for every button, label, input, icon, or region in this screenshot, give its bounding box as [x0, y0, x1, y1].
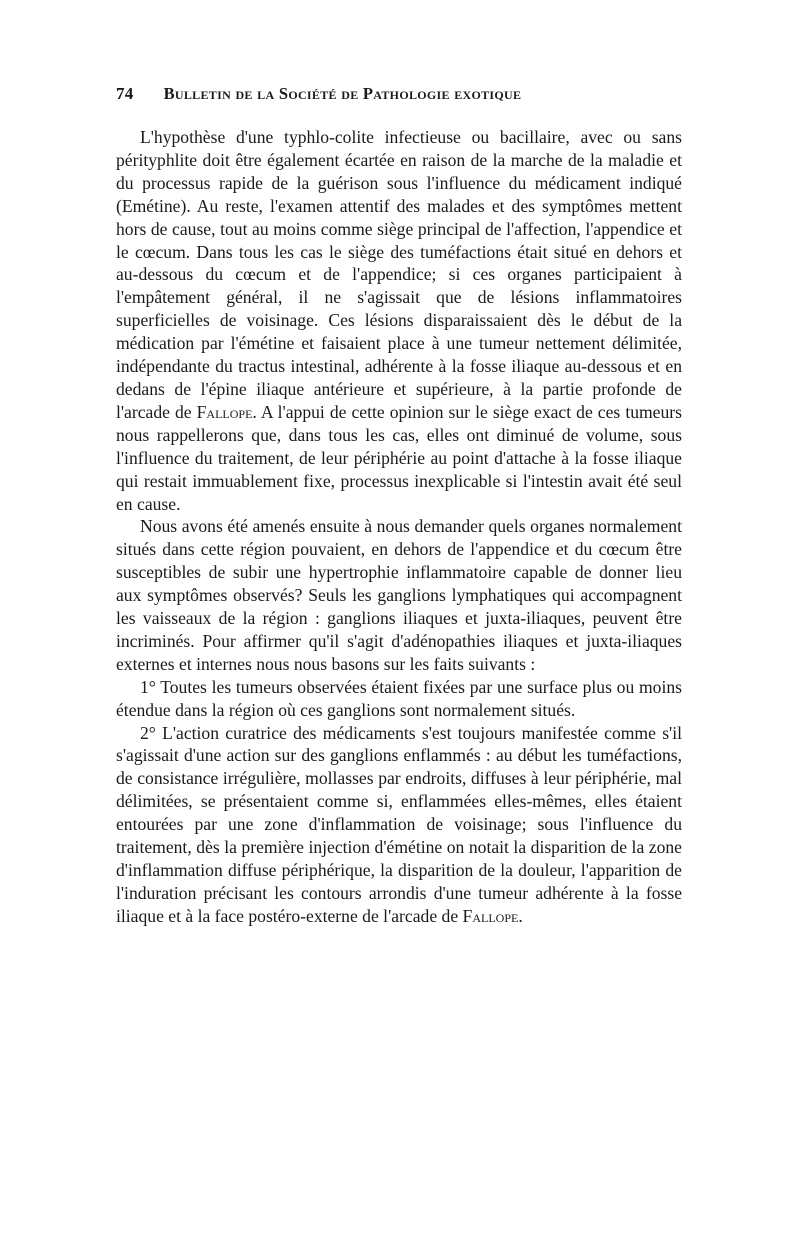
paragraph-4: 2° L'action curatrice des médicaments s'est toujours manifestée comme s'il s'agissait d'une action sur des ganglions enflammés : au début les tuméfactions, de consistance irrégulière, mollasses par endroits, diffuses à leur périphérie, mal délimitées, se présentaient comme si, enflammées elles-mêmes, elles étaient entourées par une zone d'inflammation de voisinage; sous l'influence du traitement, dès la première injection d'émétine on notait la disparition de la zone d'inflammation diffuse périphérique, la disparition de la douleur, l'apparition de l'induration précisant les contours arrondis d'une tumeur adhérente à la fosse iliaque et à la face postéro-externe de l'arcade de Fallope. [116, 722, 682, 926]
author-name: Fallope [196, 401, 253, 422]
author-name: Fallope [462, 905, 519, 926]
paragraph-1: L'hypothèse d'une typhlo-colite infectieuse ou bacillaire, avec ou sans pérityphlite doit être également écartée en raison de la marche de la maladie et du processus rapide de la guérison sous l'influence du médicament indiqué (Emétine). Au reste, l'examen attentif des malades et des symptômes mettent hors de cause, tout au moins comme siège principal de l'affection, l'appendice et le cœcum. Dans tous les cas le siège des tuméfactions était situé en dehors et au-dessous du cœcum et de l'appendice; si ces organes participaient à l'empâtement général, il ne s'agissait que de lésions inflammatoires superficielles de voisinage. Ces lésions disparaissaient dès le début de la médication par l'émétine et faisaient place à une tumeur nettement délimitée, indépendante du tractus intestinal, adhérente à la fosse iliaque au-dessous et en dedans de l'épine iliaque antérieure et supérieure, à la partie profonde de l'arcade de Fallope. A l'appui de cette opinion sur le siège exact de ces tumeurs nous rappellerons que, dans tous les cas, elles ont diminué de volume, sous l'influence du traitement, de leur périphérie au point d'attache à la fosse iliaque qui restait immuablement fixe, processus inexplicable si l'intestin avait été seul en cause. [116, 127, 682, 514]
running-header [116, 84, 682, 112]
article-body [116, 126, 682, 928]
page-number: 74 [116, 84, 134, 103]
journal-title: Bulletin de la Société de Pathologie exotique [163, 84, 522, 103]
paragraph-2: Nous avons été amenés ensuite à nous demander quels organes normalement situés dans cette région pouvaient, en dehors de l'appendice et du cœcum être susceptibles de subir une hypertrophie inflammatoire capable de donner lieu aux symptômes observés? Seuls les ganglions lymphatiques qui accompagnent les vaisseaux de la région : ganglions iliaques et juxta-iliaques, peuvent être incriminés. Pour affirmer qu'il s'agit d'adénopathies iliaques et juxta-iliaques externes et internes nous nous basons sur les faits suivants : [116, 516, 682, 674]
paragraph-3: 1° Toutes les tumeurs observées étaient fixées par une surface plus ou moins étendue dans la région où ces ganglions sont normalement situés. [116, 676, 682, 720]
journal-page [116, 84, 682, 928]
